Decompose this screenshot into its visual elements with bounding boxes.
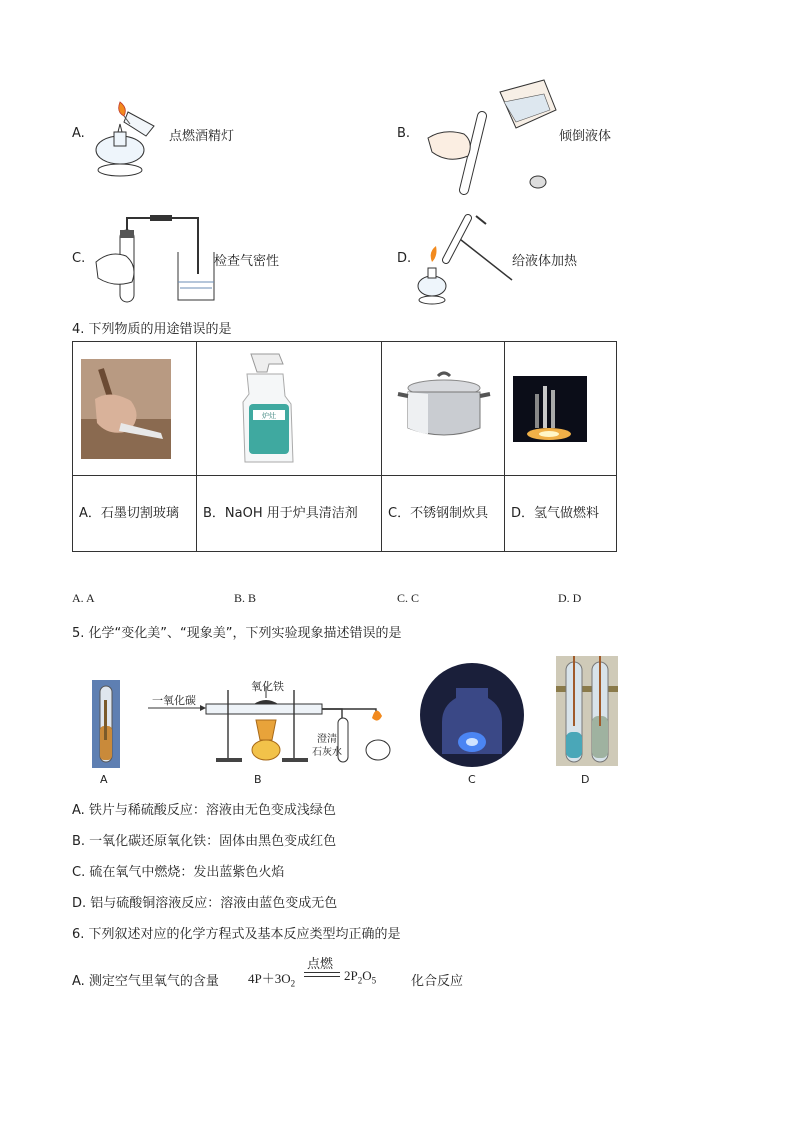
q4-image-cell-d — [505, 342, 617, 476]
q6-equation-reactants: 4P＋3O — [248, 971, 291, 986]
q4-option-b-text: B．NaOH 用于炉具清洁剂 — [197, 476, 382, 552]
q5-option-a: A. 铁片与稀硫酸反应：溶液由无色变成浅绿色 — [72, 803, 336, 818]
q4-image-cell-a — [73, 342, 197, 476]
q3-option-c-letter: C. — [72, 251, 86, 266]
q5-caption-c: C — [468, 773, 476, 786]
q4-option-c-text: C．不锈钢制炊具 — [382, 476, 505, 552]
q6-equation-reactant-subscript: 2 — [290, 978, 296, 989]
rocket-launch-photo — [505, 342, 617, 475]
alcohol-lamp-lighting-illustration — [94, 92, 174, 184]
q5-option-c: C. 硫在氧气中燃烧：发出蓝紫色火焰 — [72, 865, 285, 880]
q5-caption-d: D — [581, 773, 590, 786]
q3-option-b-letter: B. — [397, 126, 411, 141]
q4-image-cell-c — [382, 342, 505, 476]
q3-option-d-letter: D. — [397, 251, 412, 266]
q6-condition: 点燃 — [307, 957, 334, 972]
q3-option-a-letter: A. — [72, 126, 85, 141]
q5-option-b: B. 一氧化碳还原氧化铁：固体由黑色变成红色 — [72, 834, 337, 849]
q5-figure-d-aluminum-copper-sulfate-photo — [556, 656, 618, 766]
q4-answer-b: B. B — [234, 591, 257, 605]
q6-product-main: 2P — [344, 968, 358, 983]
q4-stem: 4. 下列物质的用途错误的是 — [72, 322, 232, 337]
q4-table — [72, 341, 617, 552]
q3-option-a-label: 点燃酒精灯 — [169, 129, 235, 144]
q4-answer-d: D. D — [558, 591, 582, 605]
bottle-label-text: 炉灶 — [262, 412, 276, 420]
q3-option-d-label: 给液体加热 — [512, 254, 578, 269]
q3-option-b-label: 倾倒液体 — [559, 129, 612, 144]
q5-label-limewater-line2: 石灰水 — [312, 747, 342, 758]
q5-label-limewater-line1: 澄清 — [317, 734, 337, 745]
q4-image-cell-b — [197, 342, 382, 476]
q6-stem: 6. 下列叙述对应的化学方程式及基本反应类型均正确的是 — [72, 927, 401, 942]
q5-stem: 5. 化学“变化美”、“现象美”，下列实验现象描述错误的是 — [72, 626, 402, 641]
q5-figure-a-iron-sulfuric-acid — [92, 680, 120, 768]
cleaner-spray-bottle-photo — [197, 342, 382, 475]
q6-equals-line-bottom — [304, 976, 340, 977]
q6-equation — [248, 968, 295, 989]
pouring-liquid-illustration — [424, 72, 560, 196]
q5-option-d: D. 铝与硫酸铜溶液反应：溶液由蓝色变成无色 — [72, 896, 338, 911]
q6-equation-product — [344, 968, 376, 986]
q5-label-co: 一氧化碳 — [152, 694, 196, 707]
q5-label-fe2o3: 氧化铁 — [251, 680, 284, 693]
q4-option-a-text: A．石墨切割玻璃 — [73, 476, 197, 552]
q6-product-subscript-1: 2 — [357, 975, 363, 986]
q5-caption-a: A — [100, 773, 108, 786]
q6-product-oxygen: O — [362, 968, 372, 983]
q6-reaction-type: 化合反应 — [411, 974, 464, 989]
q5-figure-c-sulfur-burning-photo — [418, 662, 526, 768]
q6-product-subscript-2: 5 — [371, 975, 377, 986]
airtightness-check-illustration — [92, 212, 220, 306]
q4-answer-a: A. A — [72, 591, 95, 605]
q6-equals-line-top — [304, 972, 340, 973]
q4-answer-c: C. C — [397, 591, 420, 605]
heating-liquid-illustration — [416, 212, 516, 306]
q4-option-d-text: D．氢气做燃料 — [505, 476, 617, 552]
q5-caption-b: B — [254, 773, 262, 786]
stainless-steel-pot-photo — [382, 342, 505, 475]
graphite-glass-cutting-photo — [81, 359, 171, 459]
q6-option-a-prefix: A. 测定空气里氧气的含量 — [72, 974, 219, 989]
q3-option-c-label: 检查气密性 — [214, 254, 280, 269]
